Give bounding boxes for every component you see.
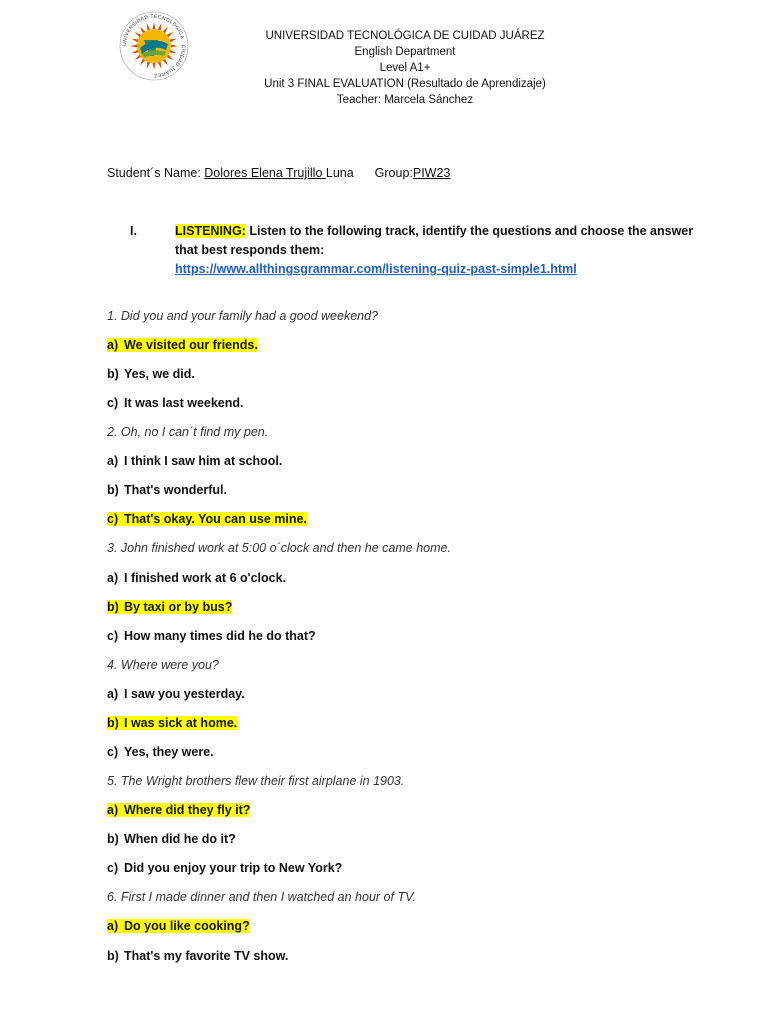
answer-option (107, 629, 316, 643)
question-prompt: 6. First I made dinner and then I watched an hour of TV. (107, 890, 416, 904)
answer-text (107, 629, 316, 643)
answer-text (107, 454, 282, 468)
listening-section (130, 222, 710, 279)
option-letter: b) (107, 600, 119, 614)
answer-option (107, 396, 244, 410)
option-letter: a) (107, 687, 119, 701)
option-text: That's wonderful. (124, 483, 227, 497)
section-number: I. (130, 224, 137, 238)
option-text: By taxi or by bus? (124, 600, 233, 614)
group-value: PIW23 (412, 166, 451, 180)
student-name-tail: Luna (325, 166, 354, 180)
answer-text (107, 745, 214, 759)
option-text: Did you enjoy your trip to New York? (124, 861, 343, 875)
option-text: It was last weekend. (124, 396, 244, 410)
option-text: I saw you yesterday. (124, 687, 245, 701)
answer-text (107, 861, 342, 875)
option-text: How many times did he do that? (124, 629, 316, 643)
question-prompt: 2. Oh, no I can´t find my pen. (107, 425, 269, 439)
option-text: Yes, we did. (124, 367, 195, 381)
option-text: I think I saw him at school. (124, 454, 283, 468)
answer-option (107, 716, 237, 730)
selected-answer (107, 716, 237, 730)
listening-track-link[interactable]: https://www.allthingsgrammar.com/listening-quiz-past-simple1.html (175, 262, 577, 276)
section-title: LISTENING: (175, 224, 246, 238)
option-letter: a) (107, 803, 119, 817)
answer-text (107, 687, 245, 701)
option-letter: a) (107, 454, 119, 468)
university-name: UNIVERSIDAD TECNOLÓGICA DE CUIDAD JUÁREZ (265, 30, 545, 42)
answer-text (107, 483, 227, 497)
answer-option (107, 949, 288, 963)
option-text: I was sick at home. (124, 716, 238, 730)
answer-option (107, 687, 245, 701)
option-letter: b) (107, 949, 119, 963)
answer-option (107, 861, 342, 875)
option-letter: b) (107, 483, 119, 497)
option-letter: a) (107, 919, 119, 933)
option-letter: c) (107, 629, 119, 643)
question-prompt: 4. Where were you? (107, 658, 219, 672)
answer-option (107, 600, 232, 614)
selected-answer (107, 803, 250, 817)
option-text: That's okay. You can use mine. (124, 512, 307, 526)
question-prompt: 1. Did you and your family had a good weekend? (107, 309, 379, 323)
answer-option (107, 454, 282, 468)
option-letter: b) (107, 367, 119, 381)
option-letter: b) (107, 832, 119, 846)
student-name-value: Dolores Elena Trujillo (204, 166, 326, 180)
answer-option (107, 483, 227, 497)
answer-text (107, 832, 236, 846)
option-text: I finished work at 6 o'clock. (124, 571, 287, 585)
section-instructions: Listen to the following track, identify the questions and choose the answer that best responds them: (175, 224, 694, 257)
selected-answer (107, 600, 232, 614)
university-seal-logo (118, 10, 190, 82)
option-letter: c) (107, 396, 119, 410)
seal-text: UNIVERSIDAD TECNOLÓGICA · CIUDAD JUÁREZ (121, 13, 187, 79)
student-name-label: Student´s Name: (107, 166, 201, 180)
group-label: Group: (374, 166, 413, 180)
answer-option (107, 512, 307, 526)
option-text: We visited our friends. (124, 338, 258, 352)
option-text: Where did they fly it? (124, 803, 251, 817)
selected-answer (107, 512, 307, 526)
answer-text (107, 949, 288, 963)
evaluation-title: Unit 3 FINAL EVALUATION (Resultado de Aprendizaje) (264, 78, 546, 90)
answer-text (107, 396, 244, 410)
answer-option (107, 832, 236, 846)
selected-answer (107, 919, 250, 933)
answer-option (107, 803, 250, 817)
option-letter: c) (107, 745, 119, 759)
option-letter: a) (107, 571, 119, 585)
answer-text (107, 367, 195, 381)
question-prompt: 5. The Wright brothers flew their first airplane in 1903. (107, 774, 405, 788)
document-header (230, 28, 580, 108)
answer-option (107, 338, 258, 352)
option-letter: c) (107, 512, 119, 526)
teacher: Teacher: Marcela Sánchez (336, 94, 474, 106)
level: Level A1+ (379, 62, 431, 74)
option-letter: a) (107, 338, 119, 352)
question-prompt: 3. John finished work at 5:00 o´clock and then he came home. (107, 541, 451, 555)
answer-option (107, 571, 286, 585)
answer-text (107, 571, 286, 585)
option-letter: b) (107, 716, 119, 730)
option-letter: c) (107, 861, 119, 875)
selected-answer (107, 338, 258, 352)
option-text: That's my favorite TV show. (124, 949, 289, 963)
answer-option (107, 745, 214, 759)
option-text: When did he do it? (124, 832, 236, 846)
department: English Department (354, 46, 456, 58)
option-text: Yes, they were. (124, 745, 214, 759)
answer-option (107, 919, 250, 933)
option-text: Do you like cooking? (124, 919, 250, 933)
answer-option (107, 367, 195, 381)
student-info-line (107, 166, 450, 180)
